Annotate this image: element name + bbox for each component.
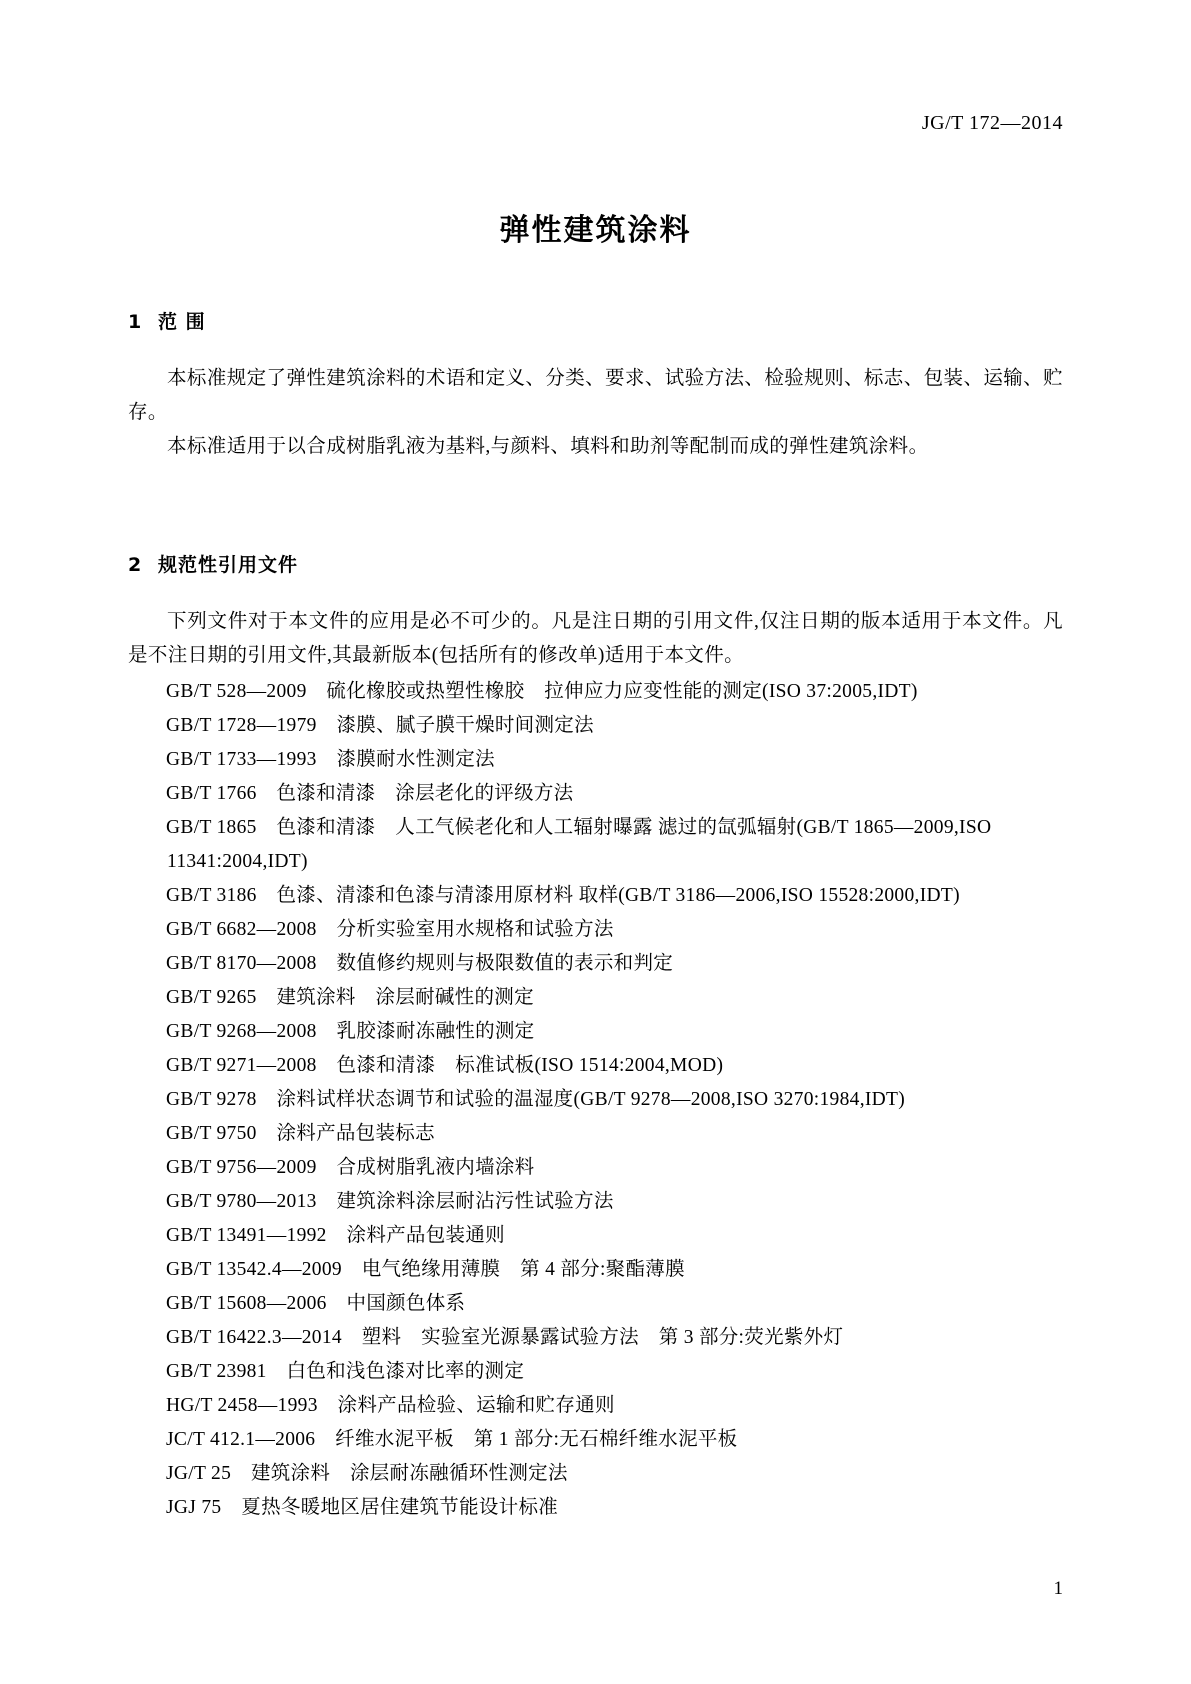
- reference-item: GB/T 9756—2009 合成树脂乳液内墙涂料: [166, 1157, 535, 1178]
- reference-item: GB/T 528—2009 硫化橡胶或热塑性橡胶 拉伸应力应变性能的测定(ISO 37:2005,IDT): [166, 681, 918, 702]
- section-number-2: 2: [128, 554, 143, 576]
- section-title-1: 范 围: [158, 311, 206, 333]
- reference-item: GB/T 1766 色漆和清漆 涂层老化的评级方法: [166, 783, 574, 804]
- reference-item: GB/T 9780—2013 建筑涂料涂层耐沾污性试验方法: [166, 1191, 614, 1212]
- reference-item: GB/T 9265 建筑涂料 涂层耐碱性的测定: [166, 987, 534, 1008]
- section-heading-normative-references: [128, 550, 1063, 577]
- reference-item: GB/T 1733—1993 漆膜耐水性测定法: [166, 749, 495, 770]
- reference-item: JC/T 412.1—2006 纤维水泥平板 第 1 部分:无石棉纤维水泥平板: [166, 1429, 738, 1450]
- section-number-1: 1: [128, 311, 143, 333]
- reference-item: JG/T 25 建筑涂料 涂层耐冻融循环性测定法: [166, 1463, 568, 1484]
- reference-item: GB/T 3186 色漆、清漆和色漆与清漆用原材料 取样(GB/T 3186—2006,ISO 15528:2000,IDT): [166, 885, 960, 906]
- reference-item: GB/T 9278 涂料试样状态调节和试验的温湿度(GB/T 9278—2008,ISO 3270:1984,IDT): [166, 1089, 906, 1110]
- section-title-2: 规范性引用文件: [158, 554, 299, 576]
- normative-references-list: [128, 675, 1063, 1525]
- document-title: 弹性建筑涂料: [499, 213, 692, 248]
- reference-item: GB/T 16422.3—2014 塑料 实验室光源暴露试验方法 第 3 部分:荧光紫外灯: [166, 1327, 844, 1348]
- section-heading-scope: [128, 307, 1063, 334]
- reference-item: GB/T 15608—2006 中国颜色体系: [166, 1293, 466, 1314]
- reference-item: JGJ 75 夏热冬暖地区居住建筑节能设计标准: [166, 1497, 559, 1518]
- reference-item: GB/T 9271—2008 色漆和清漆 标准试板(ISO 1514:2004,MOD): [166, 1055, 724, 1076]
- reference-item: GB/T 1728—1979 漆膜、腻子膜干燥时间测定法: [166, 715, 594, 736]
- page-number: 1: [1053, 1578, 1063, 1599]
- reference-item: GB/T 9750 涂料产品包装标志: [166, 1123, 435, 1144]
- reference-item: GB/T 13542.4—2009 电气绝缘用薄膜 第 4 部分:聚酯薄膜: [166, 1259, 685, 1280]
- references-intro-paragraph: 下列文件对于本文件的应用是必不可少的。凡是注日期的引用文件,仅注日期的版本适用于本文件。凡是不注日期的引用文件,其最新版本(包括所有的修改单)适用于本文件。: [128, 611, 1063, 666]
- scope-paragraph-2: 本标准适用于以合成树脂乳液为基料,与颜料、填料和助剂等配制而成的弹性建筑涂料。: [167, 436, 929, 457]
- reference-item: GB/T 23981 白色和浅色漆对比率的测定: [166, 1361, 525, 1382]
- document-body: [128, 295, 1063, 1525]
- reference-item: GB/T 13491—1992 涂料产品包装通则: [166, 1225, 505, 1246]
- reference-item: HG/T 2458—1993 涂料产品检验、运输和贮存通则: [166, 1395, 615, 1416]
- scope-paragraph-1: 本标准规定了弹性建筑涂料的术语和定义、分类、要求、试验方法、检验规则、标志、包装、运输、贮存。: [128, 368, 1063, 423]
- reference-item: GB/T 6682—2008 分析实验室用水规格和试验方法: [166, 919, 614, 940]
- reference-item: GB/T 1865 色漆和清漆 人工气候老化和人工辐射曝露 滤过的氙弧辐射(GB/T 1865—2009,ISO 11341:2004,IDT): [166, 817, 992, 872]
- page-header-standard-code: JG/T 172—2014: [921, 112, 1063, 134]
- reference-item: GB/T 9268—2008 乳胶漆耐冻融性的测定: [166, 1021, 535, 1042]
- reference-item: GB/T 8170—2008 数值修约规则与极限数值的表示和判定: [166, 953, 674, 974]
